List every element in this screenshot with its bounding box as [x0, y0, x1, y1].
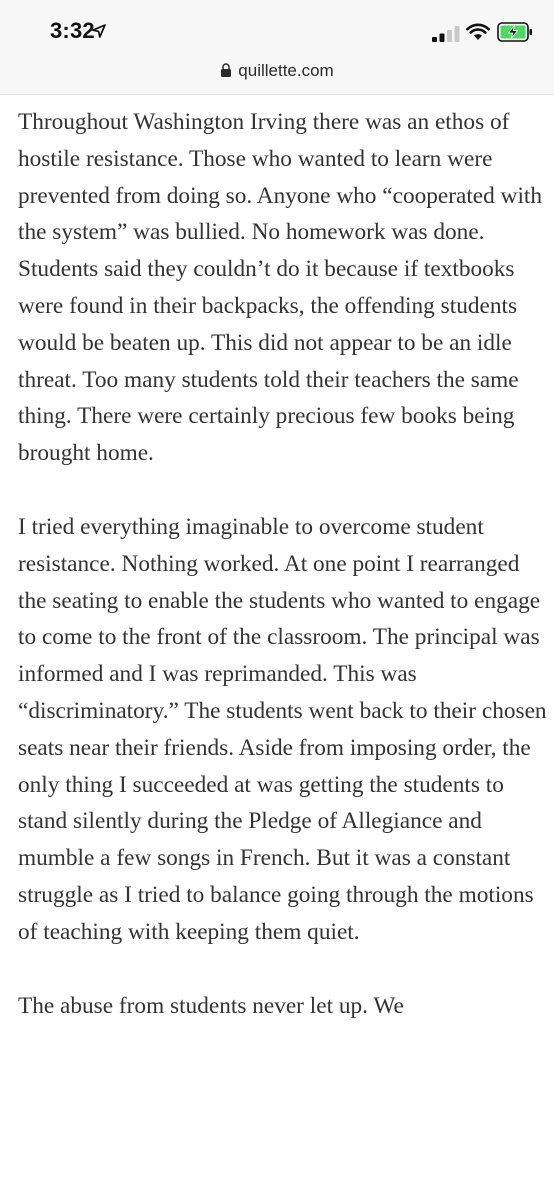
location-arrow-icon [92, 24, 106, 38]
battery-charging-icon [497, 22, 533, 42]
cellular-signal-icon [432, 26, 460, 42]
status-time: 3:32 [50, 18, 95, 43]
browser-url-bar[interactable] [0, 62, 554, 95]
article-paragraph: The abuse from students never let up. We [18, 992, 404, 1019]
article-body [18, 104, 548, 1061]
url-display[interactable] [0, 62, 554, 82]
status-bar [0, 0, 554, 62]
lock-icon [220, 63, 232, 77]
wifi-icon [466, 23, 490, 41]
article-paragraph: Throughout Washington Irving there was an ethos of hostile resistance. Those who wanted to learn were prevented from doing so. Anyone who “cooperated with the system” was bullied. No homework was done. Students said they couldn’t do it because if textbooks were found in their backpacks, the offending students would be beaten up. This did not appear to be an idle threat. Too many students told their teachers the same thing. There were certainly precious few books being brought home. [18, 109, 543, 467]
article-paragraph: I tried everything imaginable to overcome student resistance. Nothing worked. At one point I rearranged the seating to enable the students who wanted to engage to come to the front of the classroom. The principal was informed and I was reprimanded. This was “discriminatory.” The students went back to their chosen seats near their friends. Aside from imposing order, the only thing I succeeded at was getting the students to stand silently during the Pledge of Allegiance and mumble a few songs in French. But it was a constant struggle as I tried to balance going through the motions of teaching with keeping them quiet. [18, 513, 547, 945]
url-text: quillette.com [238, 61, 334, 80]
